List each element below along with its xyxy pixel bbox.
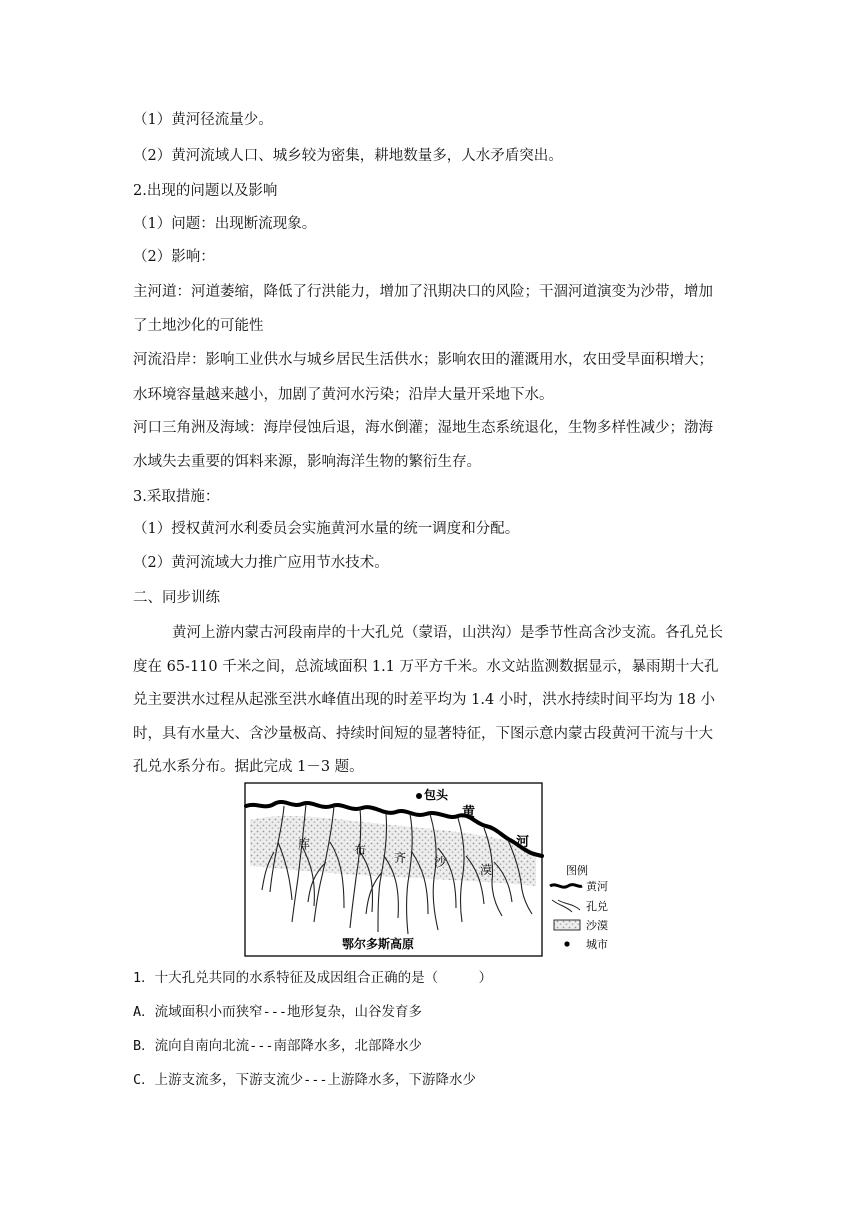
legend-desert-symbol <box>554 920 580 930</box>
river-label: 河 <box>516 835 530 850</box>
section-heading: 3.采取措施： <box>133 489 220 505</box>
legend-item: 沙漠 <box>586 919 608 932</box>
legend-yellow-river-symbol <box>550 885 582 888</box>
legend-kongdui-symbol <box>552 900 580 912</box>
text-line: 河口三角洲及海域：海岸侵蚀后退，海水倒灌；湿地生态系统退化，生物多样性减少；渤海 <box>133 420 713 436</box>
text-line: 主河道：河道萎缩，降低了行洪能力，增加了汛期决口的风险；干涸河道演变为沙带，增加 <box>133 284 713 300</box>
paragraph-line: 黄河上游内蒙古河段南岸的十大孔兑（蒙语，山洪沟）是季节性高含沙支流。各孔兑长 <box>172 625 723 641</box>
legend-item: 黄河 <box>586 880 608 893</box>
text-line: （1）授权黄河水利委员会实施黄河水量的统一调度和分配。 <box>133 521 520 537</box>
paragraph-line: 孔兑水系分布。据此完成 1－3 题。 <box>133 759 364 775</box>
city-label: 包头 <box>424 788 449 802</box>
desert-label: 齐 <box>394 851 407 865</box>
text-line: （1）黄河径流量少。 <box>133 112 273 128</box>
desert-label: 布 <box>354 843 367 857</box>
paragraph-line: 时，具有水量大、含沙量极高、持续时间短的显著特征，下图示意内蒙古段黄河干流与十大 <box>133 726 713 742</box>
text-line: 河流沿岸：影响工业供水与城乡居民生活供水；影响农田的灌溉用水，农田受旱面积增大； <box>133 352 713 368</box>
legend-item: 城市 <box>586 938 608 951</box>
legend-title: 图例 <box>566 864 588 877</box>
text-line: 水域失去重要的饵料来源，影响海洋生物的繁衍生存。 <box>133 454 481 470</box>
text-line: （2）影响： <box>133 249 215 265</box>
text-line: 了土地沙化的可能性 <box>133 318 264 334</box>
legend-city-symbol <box>564 941 569 946</box>
answer-option-a: A．流域面积小而狭窄---地形复杂，山谷发育多 <box>133 1004 423 1020</box>
city-marker <box>416 793 422 799</box>
desert-label: 沙 <box>434 855 447 869</box>
river-label: 黄 <box>462 805 476 820</box>
desert-label: 漠 <box>480 863 493 877</box>
legend-item: 孔兑 <box>586 900 608 913</box>
paragraph-line: 兑主要洪水过程从起涨至洪水峰值出现的时差平均为 1.4 小时，洪水持续时间平均为 18 小 <box>133 692 715 708</box>
map-legend <box>550 863 608 951</box>
section-heading: 二、同步训练 <box>133 590 220 606</box>
paragraph-line: 度在 65-110 千米之间，总流域面积 1.1 万平方千米。水文站监测数据显示，暴雨期十大孔 <box>133 659 719 675</box>
text-line: （1）问题：出现断流现象。 <box>133 216 317 232</box>
section-heading: 2.出现的问题以及影响 <box>133 183 278 199</box>
map-figure <box>244 782 616 958</box>
text-line: （2）黄河流域大力推广应用节水技术。 <box>133 555 389 571</box>
question-stem: 1．十大孔兑共同的水系特征及成因组合正确的是（ ） <box>133 970 493 986</box>
desert-label: 库 <box>298 837 311 851</box>
answer-option-b: B．流向自南向北流---南部降水多，北部降水少 <box>133 1038 423 1054</box>
answer-option-c: C．上游支流多，下游支流少---上游降水多，下游降水少 <box>133 1072 477 1088</box>
text-line: 水环境容量越来越小，加剧了黄河水污染；沿岸大量开采地下水。 <box>133 387 554 403</box>
plateau-label: 鄂尔多斯高原 <box>342 937 415 951</box>
text-line: （2）黄河流域人口、城乡较为密集，耕地数量多，人水矛盾突出。 <box>133 148 563 164</box>
